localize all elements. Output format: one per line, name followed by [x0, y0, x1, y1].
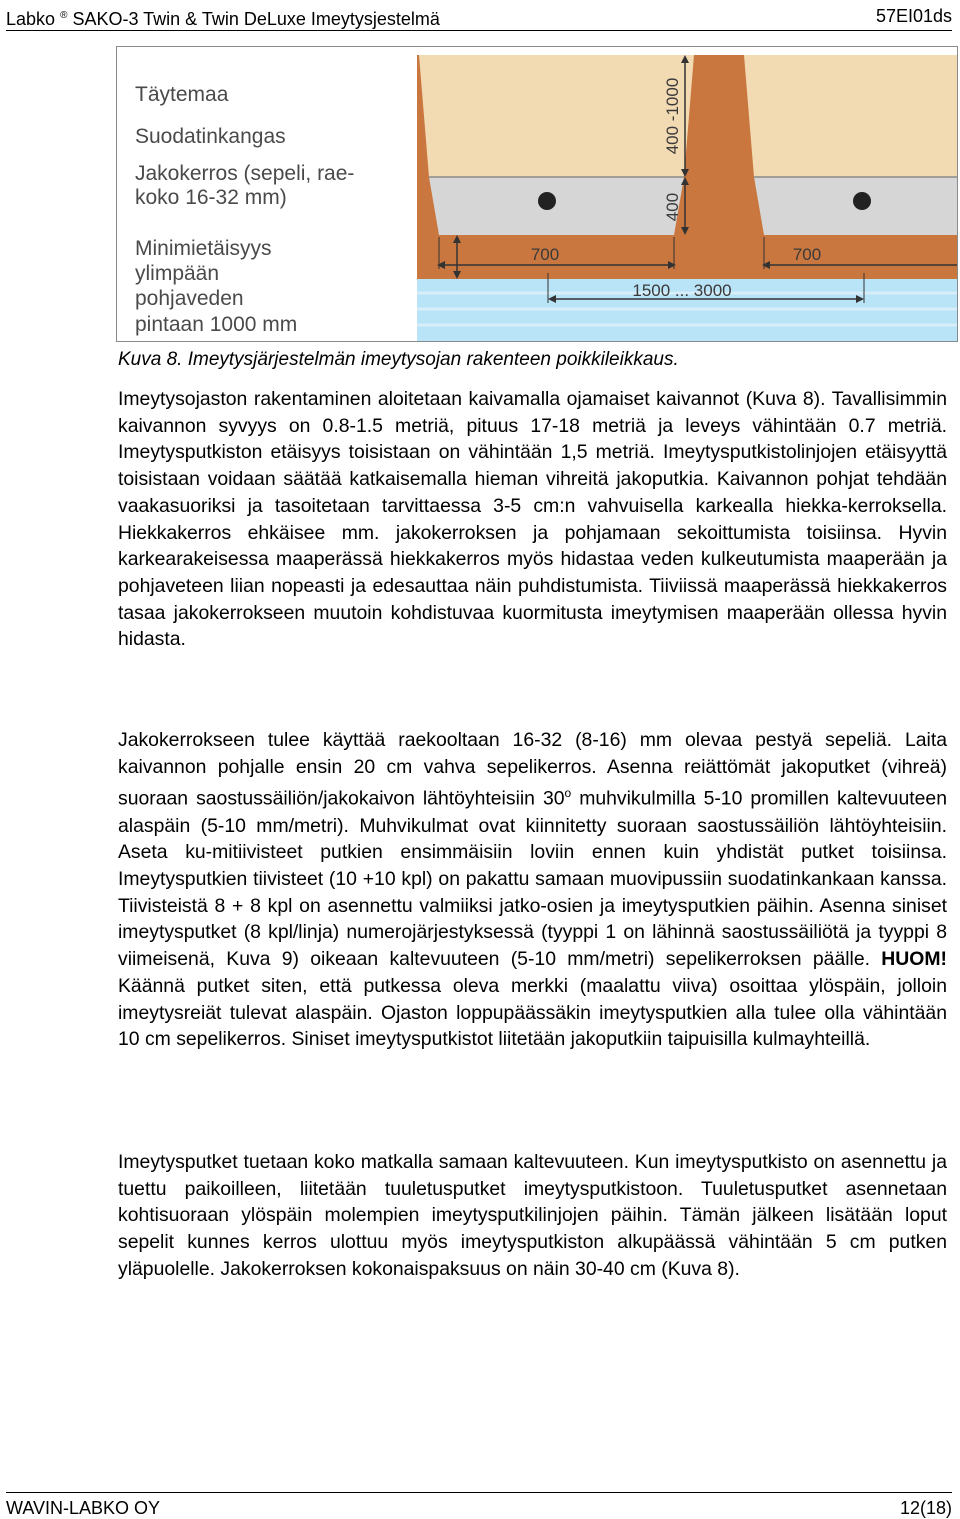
- gravel-depth-dimension: 400: [663, 192, 682, 222]
- left-trench-fill: [419, 55, 694, 177]
- page-footer: [6, 1492, 952, 1519]
- left-pipe: [538, 192, 556, 210]
- right-trench-fill: [744, 55, 957, 177]
- degree-mark: o: [564, 786, 572, 801]
- distribution-layer-label-1: Jakokerros (sepeli, rae-: [135, 162, 355, 185]
- left-trench-gravel: [429, 177, 684, 235]
- min-distance-label-4: pintaan 1000 mm: [135, 313, 298, 336]
- right-trench-width: 700: [792, 245, 822, 264]
- min-distance-label-3: pohjaveden: [135, 287, 244, 310]
- paragraph2-part3: Käännä putket siten, että putkessa oleva merkki (maalattu viiva) osoittaa ylöspäin, jolloin imeytysreiät tulevat alaspäin. Ojaston loppupäässäkin imeytysputkien alla tulee olla vähintään 10 cm sepelikerros. Siniset imeytysputkistot liitetään jakoputkiin taipuisilla kulmayhteillä.: [118, 974, 947, 1051]
- paragraph-distribution-layer: [118, 727, 947, 1053]
- brand-name: Labko: [6, 9, 56, 29]
- header-title: [6, 5, 440, 30]
- filter-cloth-label: Suodatinkangas: [135, 125, 286, 148]
- figure-caption: Kuva 8. Imeytysjärjestelmän imeytysojan rakenteen poikkileikkaus.: [118, 349, 679, 370]
- distribution-layer-label-2: koko 16-32 mm): [135, 186, 287, 209]
- min-distance-label-2: ylimpään: [135, 262, 220, 285]
- page-number: 12(18): [899, 1498, 952, 1518]
- registered-mark: ®: [60, 10, 68, 21]
- min-distance-label-1: Minimietäisyys: [135, 237, 272, 260]
- trench-cross-section-figure: [116, 46, 958, 342]
- warning-label: HUOM!: [881, 948, 947, 971]
- trench-diagram: [117, 47, 957, 341]
- left-trench-width: 700: [530, 245, 560, 264]
- paragraph-ventilation: Imeytysputket tuetaan koko matkalla samaan kaltevuuteen. Kun imeytysputkisto on asennettu ja tuettu paikoilleen, liitetään tuuletusputket imeytysputkistoon. Tuuletusputket asennetaan kohtisuoraan ylöspäin molempien imeytysputkilinjojen päihin. Tämän jälkeen lisätään loput sepelit kunnes kerros ulottuu myös imeytysputkiston alkupäässä vähintään 5 cm putken yläpuolelle. Jakokerroksen kokonaispaksuus on näin 30-40 cm (Kuva 8).: [118, 1151, 947, 1280]
- document-code: 57EI01ds: [875, 6, 952, 26]
- page-header: [6, 4, 952, 31]
- fill-depth-dimension: 400 -1000: [663, 77, 682, 155]
- company-name: WAVIN-LABKO OY: [6, 1498, 161, 1518]
- fill-soil-label: Täytemaa: [135, 83, 229, 106]
- right-pipe: [853, 192, 871, 210]
- product-name: SAKO-3 Twin & Twin DeLuxe Imeytysjestelmä: [72, 9, 440, 29]
- paragraph2-part1: Jakokerrokseen tulee käyttää raekooltaan 16-32 (8-16) mm olevaa pestyä sepeliä. Laita kaivannon pohjalle ensin 20 cm vahva sepelikerros. Asenna reiättömät jakoputket (vihreä) suoraan saostussäiliön/jakokaivon lähtöyhteisiin 30: [118, 729, 947, 810]
- trench-spacing-dimension: 1500 ... 3000: [632, 281, 732, 300]
- paragraph-trench-construction: Imeytysojaston rakentaminen aloitetaan kaivamalla ojamaiset kaivannot (Kuva 8). Tavallisimmin kaivannon syvyys on 0.8-1.5 metriä, pituus 17-18 metriä ja leveys vähintään 0.7 metriä. Imeytysputkiston etäisyys toisistaan on vähintään 1,5 metriä. Imeytysputkistolinjojen etäisyyttä toisistaan voidaan säätää katkaisemalla hieman vihreitä jakoputkia. Kaivannon pohjat tehdään vaakasuoriksi ja tasoitetaan tarvittaessa 3-5 cm:n vahvuisella karkealla hiekka-kerroksella. Hiekkakerros ehkäisee mm. jakokerroksen ja pohjamaan sekoittumista toisiinsa. Hyvin karkearakeisessa maaperässä hiekkakerros myös hidastaa veden kulkeutumista maaperään ja pohjaveteen liian nopeasti ja edesauttaa näin puhdistumista. Tiiviissä maaperässä hiekkakerros tasaa jakokerrokseen muutoin kohdistuvaa kuormitusta imeytymisen maaperään ollessa hyvin hidasta.: [118, 388, 947, 651]
- paragraph2-part2: muhvikulmilla 5-10 promillen kaltevuuteen alaspäin (5-10 mm/metri). Muhvikulmat ovat kiinnitetty suoraan saostussäiliön lähtöyhteisiin. Aseta ku-mitiivisteet putkien ensimmäisiin loviin ennen kuin yhdistät putket toisiinsa. Imeytysputkien tiivisteet (10 +10 kpl) on pakattu samaan muovipussiin suodatinkankaan kanssa. Tiivisteistä 8 + 8 kpl on asennettu valmiiksi jatko-osien ja imeytysputkien päihin. Asenna siniset imeytysputket (8 kpl/linja) numerojärjestyksessä (tyyppi 1 on lähinnä saostussäiliötä ja tyyppi 8 viimeisenä, Kuva 9) oikeaan kaltevuuteen (5-10 mm/metri) sepelikerroksen päälle.: [118, 787, 947, 971]
